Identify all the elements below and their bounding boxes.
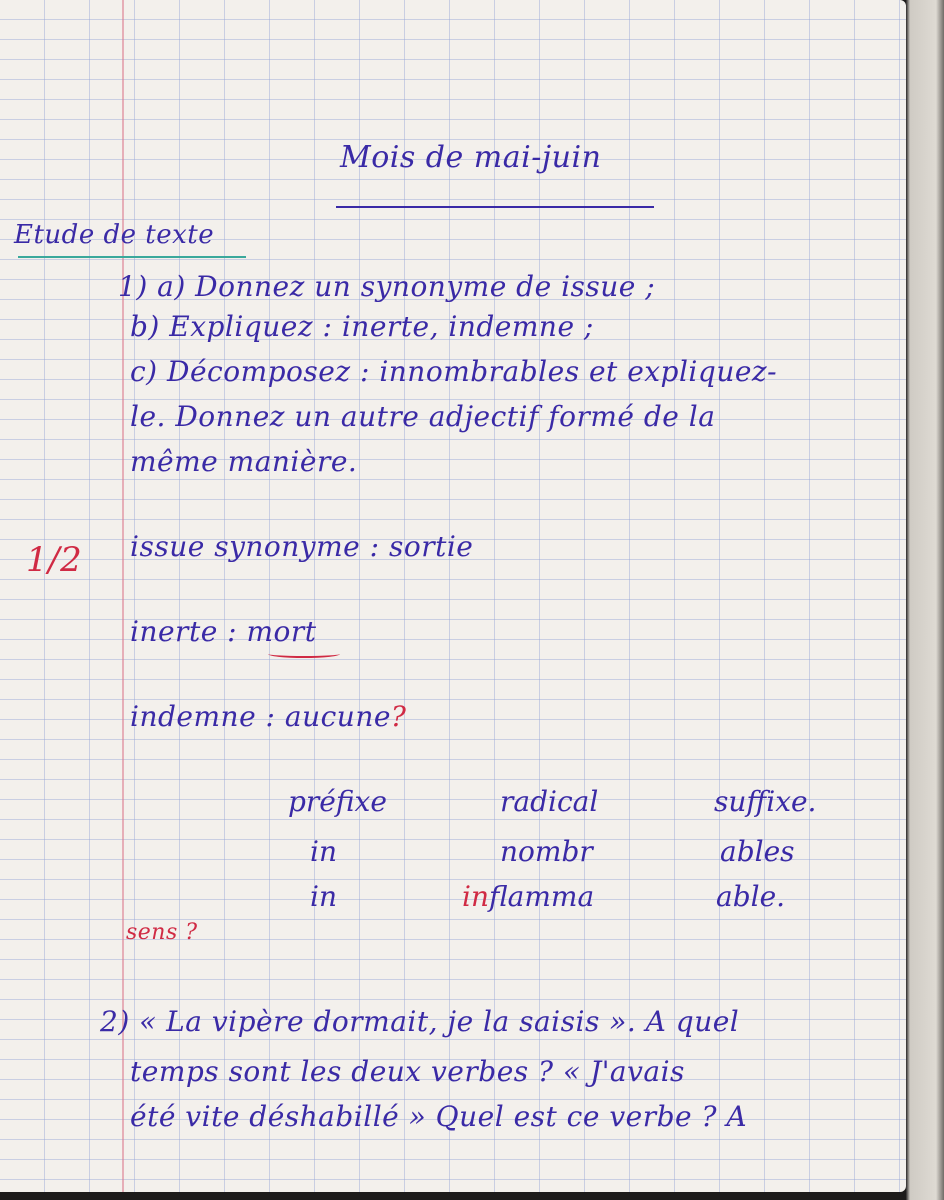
answer-inerte-value: mort: [246, 615, 317, 648]
question2-line2: temps sont les deux verbes ? « J'avais: [130, 1055, 685, 1088]
grade-mark: 1/2: [26, 540, 83, 580]
question1-part-c-line1: c) Décomposez : innombrables et expliquez-: [130, 355, 778, 388]
question1-part-b: b) Expliquez : inerte, indemne ;: [130, 310, 594, 343]
page-heading: Mois de mai-juin: [340, 140, 602, 175]
question1-part-a: 1) a) Donnez un synonyme de issue ;: [118, 270, 656, 303]
section-title: Etude de texte: [14, 220, 215, 250]
correction-question-mark: ?: [390, 700, 407, 733]
heading-underline: [336, 206, 654, 208]
teacher-note: sens ?: [126, 920, 198, 945]
header-suffix: suffixe.: [714, 785, 817, 818]
row2-radical-red-prefix: in: [462, 880, 489, 913]
section-underline: [18, 256, 246, 258]
answer-issue: issue synonyme : sortie: [130, 530, 474, 563]
answer-indemne-text: indemne : aucune: [130, 700, 391, 733]
answer-indemne: [130, 700, 406, 733]
question1-part-c-line3: même manière.: [130, 445, 358, 478]
row2-prefix: in: [310, 880, 337, 913]
row2-suffix: able.: [716, 880, 786, 913]
row1-prefix: in: [310, 835, 337, 868]
header-prefix: préfixe: [288, 785, 387, 818]
question2-line3: été vite déshabillé » Quel est ce verbe ? A: [130, 1100, 748, 1133]
question1-part-c-line2: le. Donnez un autre adjectif formé de la: [130, 400, 716, 433]
row2-radical: [462, 880, 594, 913]
row1-suffix: ables: [720, 835, 795, 868]
answer-inerte: [130, 615, 317, 648]
row1-radical: nombr: [500, 835, 593, 868]
correction-underline: [268, 650, 340, 658]
question2-line1: 2) « La vipère dormait, je la saisis ». A quel: [100, 1005, 740, 1038]
row2-radical-rest: flamma: [489, 880, 595, 913]
answer-inerte-label: inerte :: [130, 615, 247, 648]
header-radical: radical: [500, 785, 599, 818]
notebook-page-edge: [906, 0, 944, 1200]
